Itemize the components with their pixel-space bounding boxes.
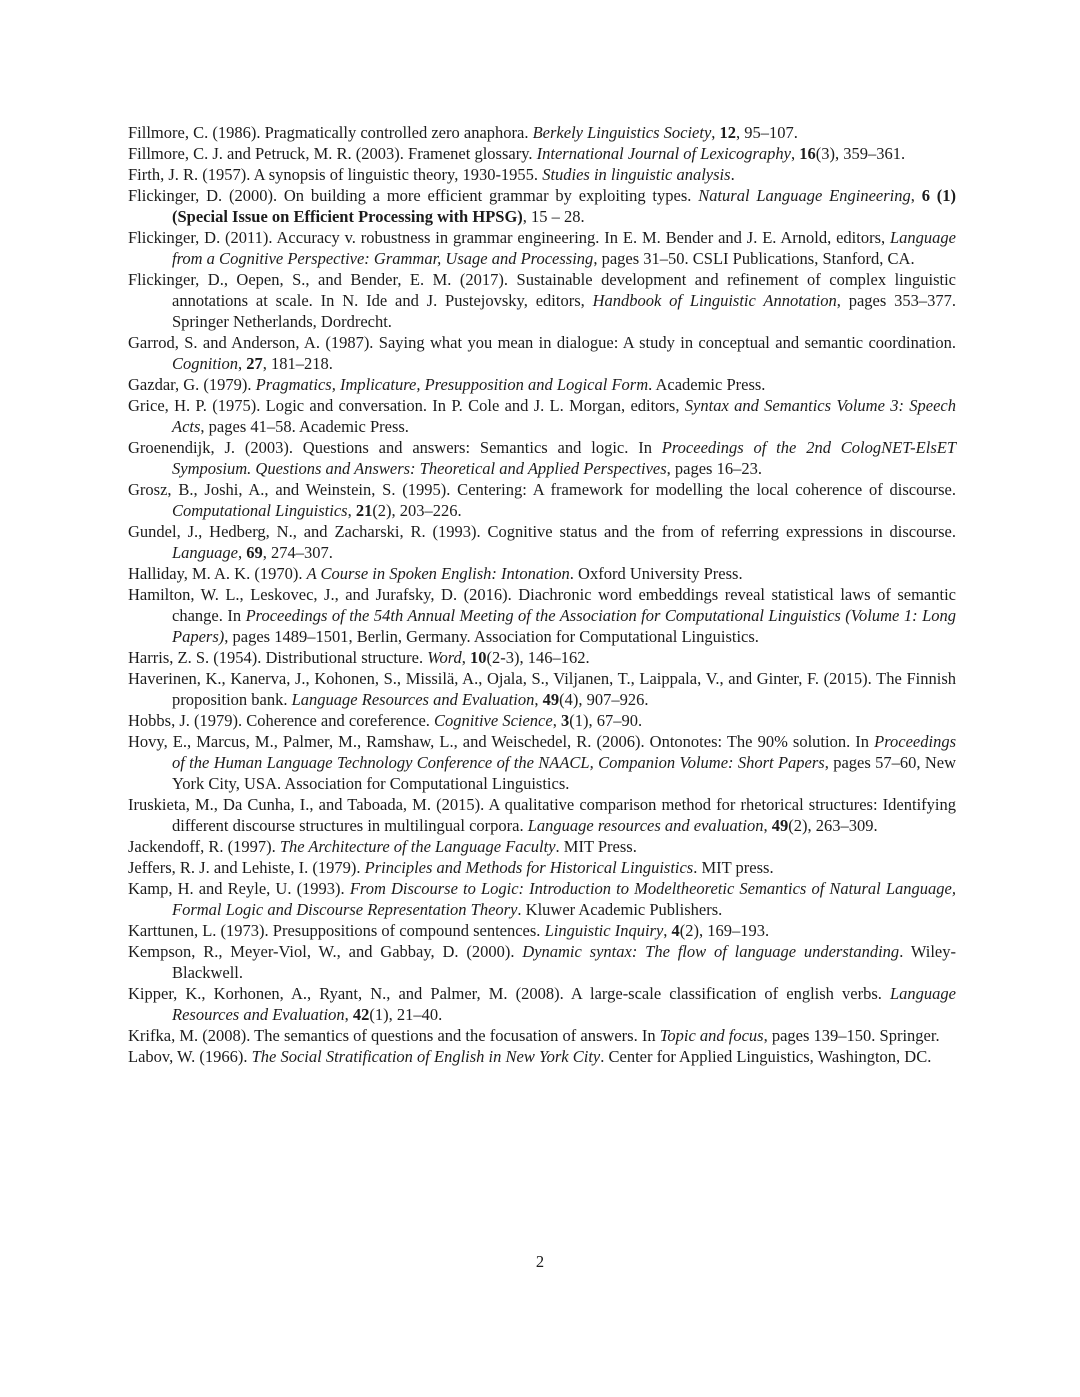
- reference-italic-text: Language Resources and Evaluation: [291, 690, 535, 709]
- reference-text: , pages 16–23.: [666, 459, 762, 478]
- reference-italic-text: Cognitive Science: [434, 711, 553, 730]
- reference-text: Hobbs, J. (1979). Coherence and coreference.: [128, 711, 435, 730]
- reference-text: Flickinger, D. (2000). On building a more efficient grammar by exploiting types.: [128, 186, 699, 205]
- reference-text: . MIT press.: [693, 858, 774, 877]
- reference-entry: [128, 836, 956, 857]
- reference-italic-text: The Architecture of the Language Faculty: [279, 837, 556, 856]
- reference-text: ,: [552, 711, 561, 730]
- reference-entry: [128, 878, 956, 920]
- reference-text: , 95–107.: [736, 123, 798, 142]
- reference-text: ,: [461, 648, 471, 667]
- reference-entry: [128, 857, 956, 878]
- reference-text: (2), 169–193.: [679, 921, 770, 940]
- reference-entry: [128, 164, 956, 185]
- reference-text: (1), 21–40.: [369, 1005, 443, 1024]
- reference-text: Harris, Z. S. (1954). Distributional structure.: [128, 648, 428, 667]
- reference-text: (1), 67–90.: [569, 711, 643, 730]
- reference-bold-text: 27: [246, 354, 263, 373]
- reference-italic-text: Cognition: [172, 354, 239, 373]
- reference-text: Haverinen, K., Kanerva, J., Kohonen, S., Missilä, A., Ojala, S., Viljanen, T., Laippala, V., and Ginter, F. (2015). The Finnish proposition bank.: [128, 669, 956, 709]
- reference-text: , pages 1489–1501, Berlin, Germany. Association for Computational Linguistics.: [224, 627, 759, 646]
- reference-bold-text: 49: [771, 816, 789, 835]
- reference-text: Firth, J. R. (1957). A synopsis of linguistic theory, 1930-1955.: [128, 165, 543, 184]
- reference-text: Hovy, E., Marcus, M., Palmer, M., Ramshaw, L., and Weischedel, R. (2006). Ontonotes: The 90% solution. In: [128, 732, 875, 751]
- reference-italic-text: Topic and focus: [659, 1026, 764, 1045]
- reference-entry: [128, 269, 956, 332]
- reference-entry: [128, 647, 956, 668]
- reference-italic-text: Computational Linguistics: [172, 501, 348, 520]
- reference-text: ,: [347, 501, 356, 520]
- reference-text: (4), 907–926.: [559, 690, 649, 709]
- reference-entry: [128, 941, 956, 983]
- reference-entry: [128, 920, 956, 941]
- reference-text: (2), 203–226.: [372, 501, 462, 520]
- reference-text: Hamilton, W. L., Leskovec, J., and Jurafsky, D. (2016). Diachronic word embeddings reveal statistical laws of semantic change. In: [128, 585, 956, 625]
- reference-italic-text: Handbook of Linguistic Annotation: [592, 291, 837, 310]
- reference-entry: [128, 227, 956, 269]
- reference-italic-text: Proceedings of the Human Language Technology Conference of the NAACL, Companion Volume: Short Papers: [172, 732, 956, 772]
- reference-bold-text: 42: [352, 1005, 370, 1024]
- reference-entry: [128, 794, 956, 836]
- reference-text: Jackendoff, R. (1997).: [128, 837, 280, 856]
- reference-text: Garrod, S. and Anderson, A. (1987). Saying what you mean in dialogue: A study in conceptual and semantic coordination.: [128, 333, 956, 352]
- reference-text: , pages 41–58. Academic Press.: [200, 417, 409, 436]
- reference-italic-text: From Discourse to Logic: Introduction to Modeltheoretic Semantics of Natural Language, Formal Logic and Discourse Representation Theory: [172, 879, 956, 919]
- reference-text: Gazdar, G. (1979).: [128, 375, 256, 394]
- reference-italic-text: Word: [427, 648, 462, 667]
- reference-text: . Academic Press.: [648, 375, 766, 394]
- reference-bold-text: 16: [799, 144, 816, 163]
- reference-entry: [128, 521, 956, 563]
- reference-text: Krifka, M. (2008). The semantics of questions and the focusation of answers. In: [128, 1026, 660, 1045]
- reference-text: , 274–307.: [262, 543, 333, 562]
- reference-text: Kempson, R., Meyer-Viol, W., and Gabbay, D. (2000).: [128, 942, 523, 961]
- reference-text: (2-3), 146–162.: [486, 648, 590, 667]
- reference-text: ,: [238, 354, 247, 373]
- reference-bold-text: 69: [246, 543, 263, 562]
- reference-text: . MIT Press.: [555, 837, 637, 856]
- reference-text: Flickinger, D. (2011). Accuracy v. robustness in grammar engineering. In E. M. Bender and J. E. Arnold, editors,: [128, 228, 890, 247]
- reference-italic-text: A Course in Spoken English: Intonation: [306, 564, 570, 583]
- reference-entry: [128, 185, 956, 227]
- reference-italic-text: Dynamic syntax: The flow of language understanding: [522, 942, 900, 961]
- reference-text: ,: [910, 186, 922, 205]
- reference-italic-text: Proceedings of the 54th Annual Meeting of the Association for Computational Linguistics (Volume 1: Long Papers): [172, 606, 956, 646]
- reference-text: Fillmore, C. (1986). Pragmatically controlled zero anaphora.: [128, 123, 533, 142]
- reference-text: Halliday, M. A. K. (1970).: [128, 564, 307, 583]
- reference-italic-text: Berkely Linguistics Society: [532, 123, 712, 142]
- reference-italic-text: Proceedings of the 2nd CologNET-ElsET Symposium. Questions and Answers: Theoretical and Applied Perspectives: [172, 438, 956, 478]
- reference-entry: [128, 1046, 956, 1067]
- reference-text: Kipper, K., Korhonen, A., Ryant, N., and Palmer, M. (2008). A large-scale classification of english verbs.: [128, 984, 890, 1003]
- reference-text: ,: [711, 123, 720, 142]
- reference-bold-text: 6 (1) (Special Issue on Efficient Processing with HPSG): [172, 186, 957, 226]
- reference-text: Flickinger, D., Oepen, S., and Bender, E. M. (2017). Sustainable development and refinement of complex linguistic annotations at scale. In N. Ide and J. Pustejovsky, editors,: [128, 270, 956, 310]
- reference-italic-text: Natural Language Engineering: [698, 186, 911, 205]
- reference-bold-text: 49: [542, 690, 560, 709]
- reference-entry: [128, 437, 956, 479]
- reference-text: Fillmore, C. J. and Petruck, M. R. (2003). Framenet glossary.: [128, 144, 537, 163]
- reference-italic-text: Linguistic Inquiry: [544, 921, 664, 940]
- reference-entry: [128, 1025, 956, 1046]
- reference-text: , 181–218.: [262, 354, 333, 373]
- reference-italic-text: Language resources and evaluation: [527, 816, 764, 835]
- reference-entry: [128, 332, 956, 374]
- reference-text: .: [730, 165, 735, 184]
- reference-text: ,: [238, 543, 247, 562]
- reference-text: ,: [344, 1005, 353, 1024]
- reference-italic-text: The Social Stratification of English in New York City: [251, 1047, 601, 1066]
- reference-entry: [128, 983, 956, 1025]
- page-number: 2: [535, 1252, 545, 1271]
- reference-bold-text: 4: [671, 921, 680, 940]
- reference-text: Groenendijk, J. (2003). Questions and answers: Semantics and logic. In: [128, 438, 662, 457]
- reference-bold-text: 12: [719, 123, 737, 142]
- reference-italic-text: Language from a Cognitive Perspective: Grammar, Usage and Processing: [172, 228, 956, 268]
- reference-text: Kamp, H. and Reyle, U. (1993).: [128, 879, 350, 898]
- reference-entry: [128, 563, 956, 584]
- reference-text: Karttunen, L. (1973). Presuppositions of compound sentences.: [128, 921, 545, 940]
- reference-italic-text: Language Resources and Evaluation: [172, 984, 956, 1024]
- reference-entry: [128, 668, 956, 710]
- reference-italic-text: Pragmatics, Implicature, Presupposition and Logical Form: [255, 375, 649, 394]
- reference-italic-text: Syntax and Semantics Volume 3: Speech Acts: [172, 396, 956, 436]
- reference-italic-text: Studies in linguistic analysis: [542, 165, 731, 184]
- reference-text: , 15 – 28.: [522, 207, 585, 226]
- reference-text: , pages 31–50. CSLI Publications, Stanford, CA.: [593, 249, 915, 268]
- reference-text: . Center for Applied Linguistics, Washington, DC.: [600, 1047, 932, 1066]
- reference-text: . Oxford University Press.: [569, 564, 743, 583]
- reference-italic-text: Principles and Methods for Historical Linguistics: [364, 858, 694, 877]
- reference-text: Grosz, B., Joshi, A., and Weinstein, S. (1995). Centering: A framework for modelling the local coherence of discourse.: [128, 480, 956, 499]
- reference-text: Gundel, J., Hedberg, N., and Zacharski, R. (1993). Cognitive status and the from of referring expressions in discourse.: [128, 522, 956, 541]
- reference-text: . Kluwer Academic Publishers.: [517, 900, 723, 919]
- reference-text: (2), 263–309.: [788, 816, 878, 835]
- reference-text: Labov, W. (1966).: [128, 1047, 252, 1066]
- reference-text: ,: [534, 690, 543, 709]
- reference-text: , pages 353–377. Springer Netherlands, Dordrecht.: [172, 291, 956, 331]
- reference-text: (3), 359–361.: [815, 144, 906, 163]
- reference-entry: [128, 395, 956, 437]
- reference-entry: [128, 731, 956, 794]
- reference-text: , pages 57–60, New York City, USA. Association for Computational Linguistics.: [172, 753, 956, 793]
- reference-entry: [128, 374, 956, 395]
- reference-text: . Wiley-Blackwell.: [172, 942, 956, 982]
- reference-text: Grice, H. P. (1975). Logic and conversation. In P. Cole and J. L. Morgan, editors,: [128, 396, 685, 415]
- reference-entry: [128, 710, 956, 731]
- reference-text: Jeffers, R. J. and Lehiste, I. (1979).: [128, 858, 365, 877]
- reference-text: Iruskieta, M., Da Cunha, I., and Taboada, M. (2015). A qualitative comparison method for rhetorical structures: Identifying different discourse structures in multilingual corpora.: [128, 795, 956, 835]
- reference-text: ,: [663, 921, 672, 940]
- reference-text: ,: [790, 144, 800, 163]
- reference-entry: [128, 584, 956, 647]
- references-list: [128, 122, 956, 1067]
- reference-entry: [128, 479, 956, 521]
- reference-bold-text: 21: [355, 501, 373, 520]
- reference-bold-text: 10: [470, 648, 487, 667]
- reference-entry: [128, 122, 956, 143]
- reference-text: ,: [763, 816, 772, 835]
- reference-italic-text: International Journal of Lexicography: [536, 144, 791, 163]
- reference-italic-text: Language: [172, 543, 238, 562]
- reference-bold-text: 3: [560, 711, 570, 730]
- reference-text: , pages 139–150. Springer.: [763, 1026, 940, 1045]
- reference-entry: [128, 143, 956, 164]
